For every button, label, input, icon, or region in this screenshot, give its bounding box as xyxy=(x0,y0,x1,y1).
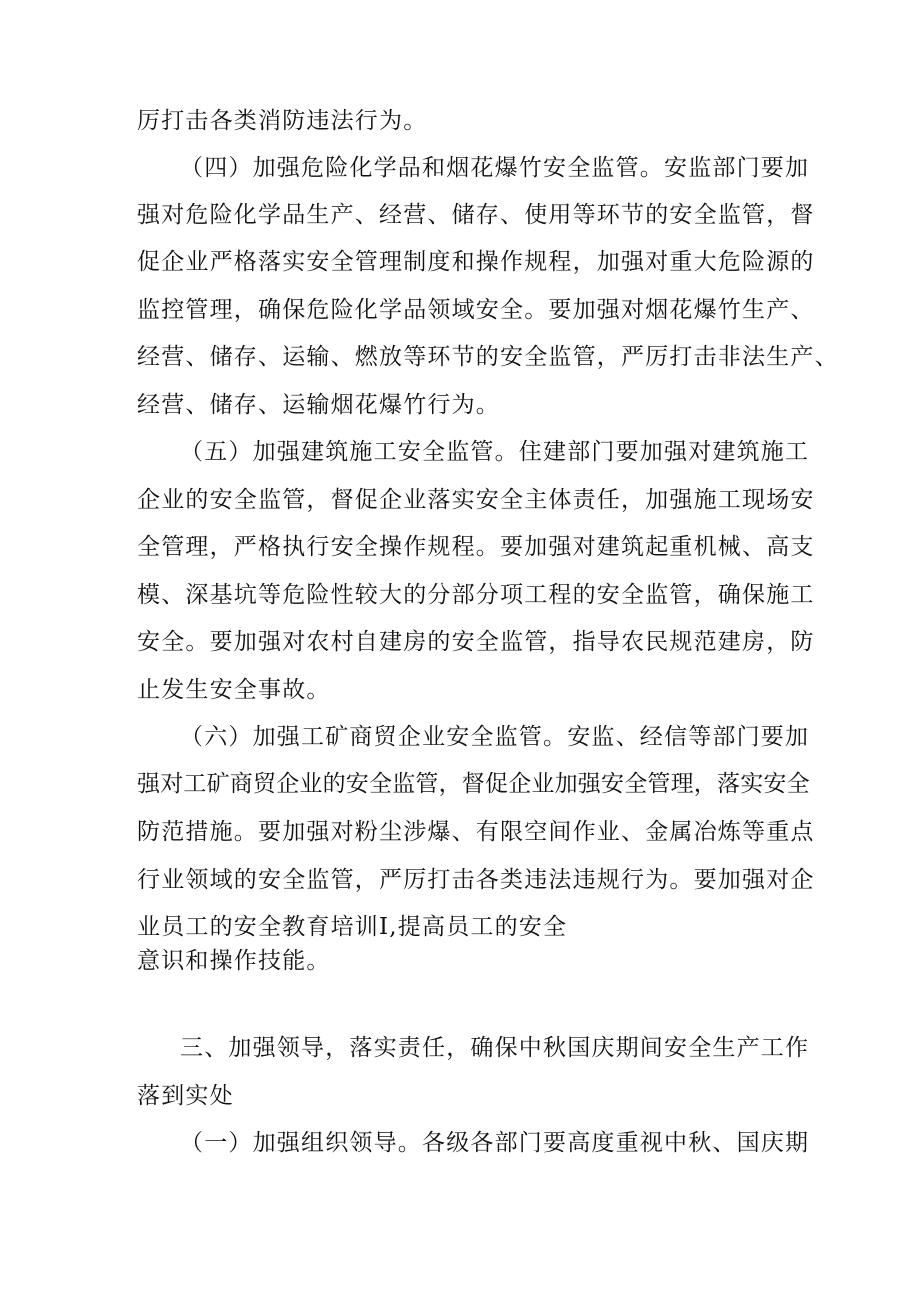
text-line: 经营、储存、运输、燃放等环节的安全监管，严厉打击非法生产、 xyxy=(137,344,839,370)
text-line: 厉打击各类消防违法行为。 xyxy=(137,108,428,134)
paragraph-heading-4: （四）加强危险化学品和烟花爆竹安全监管。安监部门要加 xyxy=(180,155,810,181)
text-line: 监控管理，确保危险化学品领域安全。要加强对烟花爆竹生产、 xyxy=(137,297,815,323)
text-line: 企业的安全监管，督促企业落实安全主体责任，加强施工现场安 xyxy=(137,487,815,513)
text-line: 止发生安全事故。 xyxy=(137,677,331,703)
text-line: 模、深基坑等危险性较大的分部分项工程的安全监管，确保施工 xyxy=(137,582,815,608)
text-line: 落到实处 xyxy=(137,1083,234,1109)
text-line: 防范措施。要加强对粉尘涉爆、有限空间作业、金属冶炼等重点 xyxy=(137,819,815,845)
text-line: 经营、储存、运输烟花爆竹行为。 xyxy=(137,392,500,418)
text-line: 强对危险化学品生产、经营、储存、使用等环节的安全监管，督 xyxy=(137,202,815,228)
section-heading-3: 三、加强领导，落实责任，确保中秋国庆期间安全生产工作 xyxy=(180,1035,810,1061)
paragraph-heading-1: （一）加强组织领导。各级各部门要高度重视中秋、国庆期 xyxy=(180,1130,810,1156)
text-line: 安全。要加强对农村自建房的安全监管，指导农民规范建房，防 xyxy=(137,629,815,655)
text-line: 业员工的安全教育培训I,提高员工的安全 xyxy=(137,914,568,940)
text-line: 全管理，严格执行安全操作规程。要加强对建筑起重机械、高支 xyxy=(137,534,815,560)
text-line: 意识和操作技能。 xyxy=(137,948,331,974)
text-line: 强对工矿商贸企业的安全监管，督促企业加强安全管理，落实安全 xyxy=(137,771,810,797)
text-line: 促企业严格落实安全管理制度和操作规程，加强对重大危险源的 xyxy=(137,249,815,275)
paragraph-heading-6: （六）加强工矿商贸企业安全监管。安监、经信等部门要加 xyxy=(180,724,810,750)
text-line: 行业领域的安全监管，严厉打击各类违法违规行为。要加强对企 xyxy=(137,867,815,893)
paragraph-heading-5: （五）加强建筑施工安全监管。住建部门要加强对建筑施工 xyxy=(180,439,810,465)
